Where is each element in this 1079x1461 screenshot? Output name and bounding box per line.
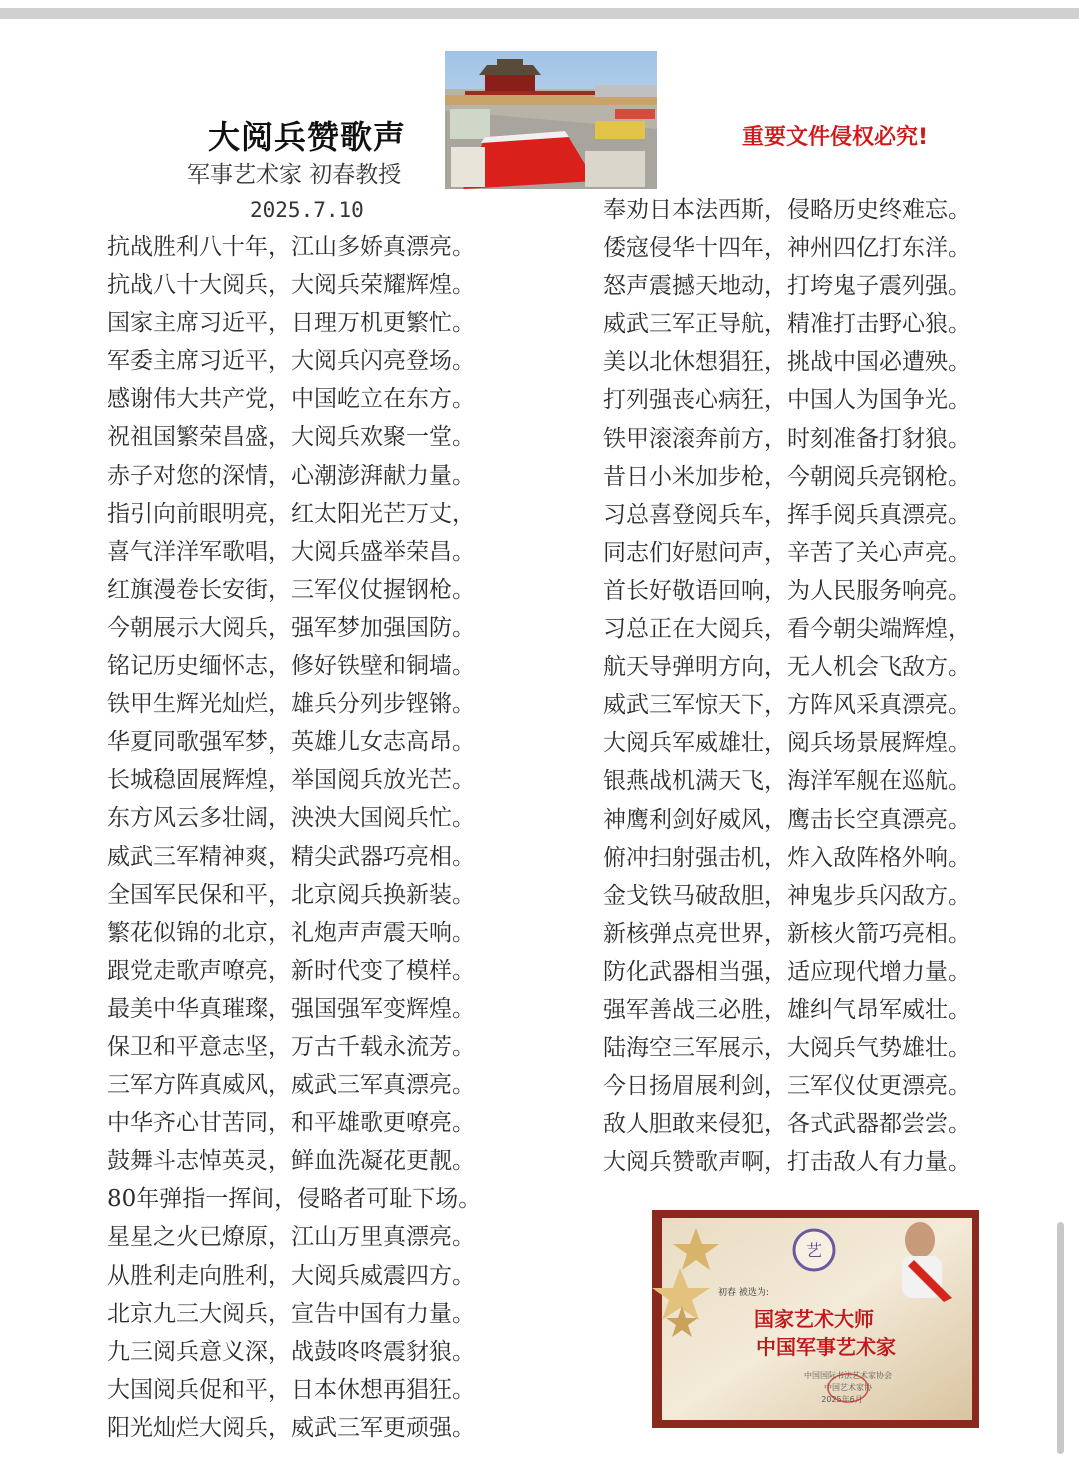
- poem-line: 首长好敬语回响，为人民服务响亮。: [603, 577, 971, 604]
- poem-line: 威武三军精神爽，精尖武器巧亮相。: [107, 843, 475, 870]
- poem-line: 祝祖国繁荣昌盛，大阅兵欢聚一堂。: [107, 424, 475, 451]
- certificate-selected-text: 初春 被选为:: [718, 1288, 769, 1298]
- poem-line: 指引向前眼明亮，红太阳光芒万丈，: [107, 500, 475, 527]
- poem-title: 大阅兵赞歌声: [208, 118, 407, 156]
- poem-line: 铭记历史缅怀志，修好铁壁和铜墙。: [107, 653, 475, 680]
- scrollbar[interactable]: [1057, 1222, 1064, 1454]
- svg-text:艺: 艺: [805, 1241, 823, 1260]
- poem-line: 全国军民保和平，北京阅兵换新装。: [107, 881, 475, 908]
- poem-line: 铁甲滚滚奔前方，时刻准备打豺狼。: [603, 425, 971, 452]
- poem-author: 军事艺术家 初春教授: [187, 162, 402, 188]
- poem-line: 感谢伟大共产党，中国屹立在东方。: [107, 386, 475, 413]
- poem-line: 威武三军正导航，精准打击野心狼。: [603, 311, 971, 338]
- certificate-issuer-1: 中国国际书法艺术家协会: [804, 1371, 892, 1380]
- poem-line: 美以北休想猖狂，挑战中国必遭殃。: [603, 349, 971, 376]
- poem-line: 今朝展示大阅兵，强军梦加强国防。: [107, 614, 475, 641]
- poem-line: 红旗漫卷长安街，三军仪仗握钢枪。: [107, 576, 475, 603]
- poem-line: 星星之火已燎原，江山万里真漂亮。: [107, 1224, 475, 1251]
- poem-line: 同志们好慰问声，辛苦了关心声亮。: [603, 539, 971, 566]
- poem-line: 抗战八十大阅兵，大阅兵荣耀辉煌。: [107, 272, 475, 299]
- poem-line: 80年弹指一挥间，侵略者可耻下场。: [107, 1186, 482, 1213]
- poem-line: 大阅兵军威雄壮，阅兵场景展辉煌。: [603, 730, 971, 757]
- certificate-issuer-2: 中国艺术家协: [824, 1383, 872, 1392]
- poem-line: 强军善战三必胜，雄纠气昂军威壮。: [603, 996, 971, 1023]
- poem-line: 今日扬眉展利剑，三军仪仗更漂亮。: [603, 1073, 971, 1100]
- poem-line: 神鹰利剑好威风，鹰击长空真漂亮。: [603, 806, 971, 833]
- poem-line: 俯冲扫射强击机，炸入敌阵格外响。: [603, 844, 971, 871]
- poem-line: 习总正在大阅兵，看今朝尖端辉煌，: [603, 616, 971, 643]
- certificate-title-2: 中国军事艺术家: [756, 1335, 896, 1359]
- poem-line: 阳光灿烂大阅兵，威武三军更顽强。: [107, 1414, 475, 1441]
- copyright-notice: 重要文件侵权必究!: [742, 125, 929, 150]
- poem-line: 军委主席习近平，大阅兵闪亮登场。: [107, 348, 475, 375]
- poem-line: 昔日小米加步枪，今朝阅兵亮钢枪。: [603, 463, 971, 490]
- poem-line: 北京九三大阅兵，宣告中国有力量。: [107, 1300, 475, 1327]
- poem-line: 大国阅兵促和平，日本休想再猖狂。: [107, 1376, 475, 1403]
- poem-line: 铁甲生辉光灿烂，雄兵分列步铿锵。: [107, 691, 475, 718]
- certificate-title-1: 国家艺术大师: [754, 1307, 874, 1331]
- poem-line: 防化武器相当强，适应现代增力量。: [603, 958, 971, 985]
- poem-line: 国家主席习近平，日理万机更繁忙。: [107, 310, 475, 337]
- poem-line: 习总喜登阅兵车，挥手阅兵真漂亮。: [603, 501, 971, 528]
- poem-line: 长城稳固展辉煌，举国阅兵放光芒。: [107, 767, 475, 794]
- poem-line: 九三阅兵意义深，战鼓咚咚震豺狼。: [107, 1338, 475, 1365]
- poem-line: 从胜利走向胜利，大阅兵威震四方。: [107, 1262, 475, 1289]
- poem-line: 奉劝日本法西斯，侵略历史终难忘。: [603, 197, 971, 223]
- poem-line: 航天导弹明方向，无人机会飞敌方。: [603, 654, 971, 681]
- poem-right-column: [603, 191, 971, 1181]
- poem-line: 大阅兵赞歌声啊，打击敌人有力量。: [603, 1149, 971, 1176]
- poem-line: 金戈铁马破敌胆，神鬼步兵闪敌方。: [603, 882, 971, 909]
- poem-line: 喜气洋洋军歌唱，大阅兵盛举荣昌。: [107, 538, 475, 565]
- poem-line: 鼓舞斗志悼英灵，鲜血洗凝花更靓。: [107, 1148, 475, 1175]
- poem-line: 三军方阵真威风，威武三军真漂亮。: [107, 1072, 475, 1099]
- top-divider-bar: [0, 8, 1079, 19]
- poem-line: 怒声震撼天地动，打垮鬼子震列强。: [603, 273, 971, 300]
- poem-line: 繁花似锦的北京，礼炮声声震天响。: [107, 919, 475, 946]
- certificate-photo: [652, 1210, 979, 1428]
- poem-line: 银燕战机满天飞，海洋军舰在巡航。: [603, 768, 971, 795]
- poem-line: 华夏同歌强军梦，英雄儿女志高昂。: [107, 729, 475, 756]
- poem-line: 抗战胜利八十年，江山多娇真漂亮。: [107, 234, 475, 260]
- poem-line: 威武三军惊天下，方阵风采真漂亮。: [603, 692, 971, 719]
- poem-line: 保卫和平意志坚，万古千载永流芳。: [107, 1033, 475, 1060]
- poem-line: 最美中华真璀璨，强国强军变辉煌。: [107, 995, 475, 1022]
- poem-line: 赤子对您的深情，心潮澎湃献力量。: [107, 462, 475, 489]
- poem-line: 中华齐心甘苦同，和平雄歌更嘹亮。: [107, 1110, 475, 1137]
- poem-date: 2025.7.10: [250, 198, 364, 222]
- poem-line: 陆海空三军展示，大阅兵气势雄壮。: [603, 1035, 971, 1062]
- poem-line: 东方风云多壮阔，泱泱大国阅兵忙。: [107, 805, 475, 832]
- parade-photo: [445, 51, 657, 189]
- poem-line: 新核弹点亮世界，新核火箭巧亮相。: [603, 920, 971, 947]
- poem-left-column: [107, 228, 481, 1447]
- certificate-date: 2025年6月: [821, 1395, 863, 1404]
- poem-line: 敌人胆敢来侵犯，各式武器都尝尝。: [603, 1111, 971, 1138]
- poem-line: 打列强丧心病狂，中国人为国争光。: [603, 387, 971, 414]
- poem-line: 倭寇侵华十四年，神州四亿打东洋。: [603, 235, 971, 262]
- poem-line: 跟党走歌声嘹亮，新时代变了模样。: [107, 957, 475, 984]
